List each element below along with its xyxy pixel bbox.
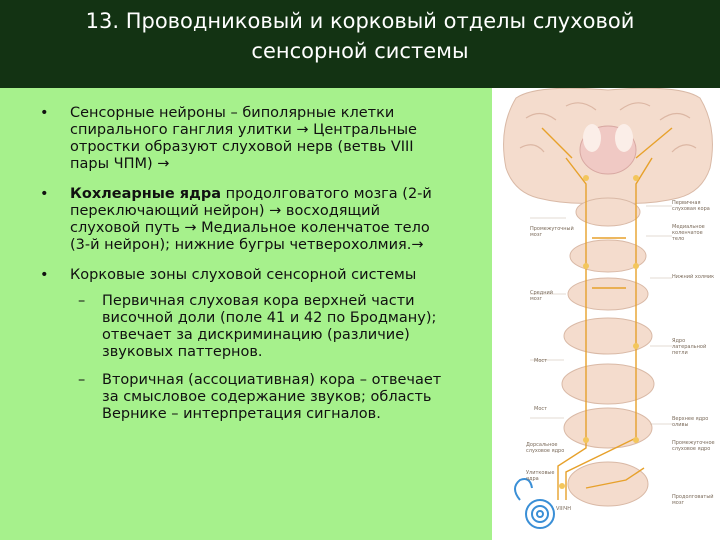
bullet-2-bold-term: Кохлеарные ядра (70, 186, 221, 202)
lateral-ventricle-right (615, 124, 633, 152)
label-medulla: Продолговатый мозг (672, 494, 714, 506)
bullet-1-line-3: отростки образуют слуховой нерв (ветвь VIII (70, 139, 414, 155)
subbullet-secondary-cortex (102, 372, 482, 423)
bullet-sensory-neurons (70, 105, 470, 173)
label-cochlear-nuclei: Улитковые ядра (526, 470, 555, 482)
bullet-2-line-3: слуховой путь → Медиальное коленчатое тело (70, 220, 430, 236)
label-intermediate-nucleus: Промежуточное слуховое ядро (672, 440, 715, 452)
label-pons-1: Мост (534, 358, 548, 364)
pons-section-3 (564, 408, 652, 448)
subbullet-primary-cortex (102, 293, 482, 361)
label-superior-olive: Верхнее ядро оливы (672, 416, 709, 428)
bullet-2-line-2: переключающий нейрон) → восходящий (70, 203, 381, 219)
title-line-2: сенсорной системы (251, 39, 469, 63)
pons-section-1 (564, 318, 652, 354)
sub-2-line-2: за смысловое содержание звуков; область (102, 389, 432, 405)
label-primary-auditory-cortex: Первичная слуховая кора (672, 200, 710, 212)
bullet-2-line-1-rest: продолговатого мозга (2-й (220, 186, 432, 202)
bullet-cochlear-nuclei (70, 186, 470, 254)
label-dorsal-nucleus: Дорсальное слуховое ядро (526, 442, 565, 454)
label-lateral-lemniscus: Ядро латеральной петли (672, 338, 707, 356)
sub-2-line-3: Вернике – интерпретация сигналов. (102, 406, 381, 422)
label-inferior-colliculus: Нижний холмик (672, 274, 715, 280)
bullet-cortical-zones (70, 267, 470, 284)
title-line-1: 13. Проводниковый и корковый отделы слуховой (85, 9, 635, 33)
bullet-2-line-4: (3-й нейрон); нижние бугры четверохолмия.→ (70, 237, 424, 253)
sub-1-line-3: отвечает за дискриминацию (различие) (102, 327, 410, 343)
label-viii-nerve: VIIIЧН (556, 506, 572, 512)
sub-1-line-1: – Первичная слуховая кора верхней части (102, 293, 415, 309)
pons-section-2 (562, 364, 654, 404)
auditory-pathway-figure (496, 88, 720, 540)
lateral-ventricle-left (583, 124, 601, 152)
sub-2-line-1: – Вторичная (ассоциативная) кора – отвечает (102, 372, 442, 388)
sub-1-line-4: звуковых паттернов. (102, 344, 263, 360)
bullet-3-line-1: • Корковые зоны слуховой сенсорной системы (70, 267, 417, 283)
bullet-2-line-1 (70, 186, 470, 203)
label-midbrain: Средний мозг (530, 290, 553, 302)
label-pons-2: Мост (534, 406, 548, 412)
bullet-1-line-1: • Сенсорные нейроны – биполярные клетки (70, 105, 395, 121)
label-medial-geniculate: Медиальное коленчатое тело (672, 224, 705, 242)
bullet-1-line-4: пары ЧПМ) → (70, 156, 170, 172)
sub-1-line-2: височной доли (поле 41 и 42 по Бродману); (102, 310, 437, 326)
bullet-1-line-2: спирального ганглия улитки → Центральные (70, 122, 417, 138)
title-bar (0, 0, 720, 88)
cochlea-illustration (515, 479, 554, 528)
slide-title (40, 6, 680, 66)
label-diencephalon: Промежуточный мозг (530, 226, 574, 238)
